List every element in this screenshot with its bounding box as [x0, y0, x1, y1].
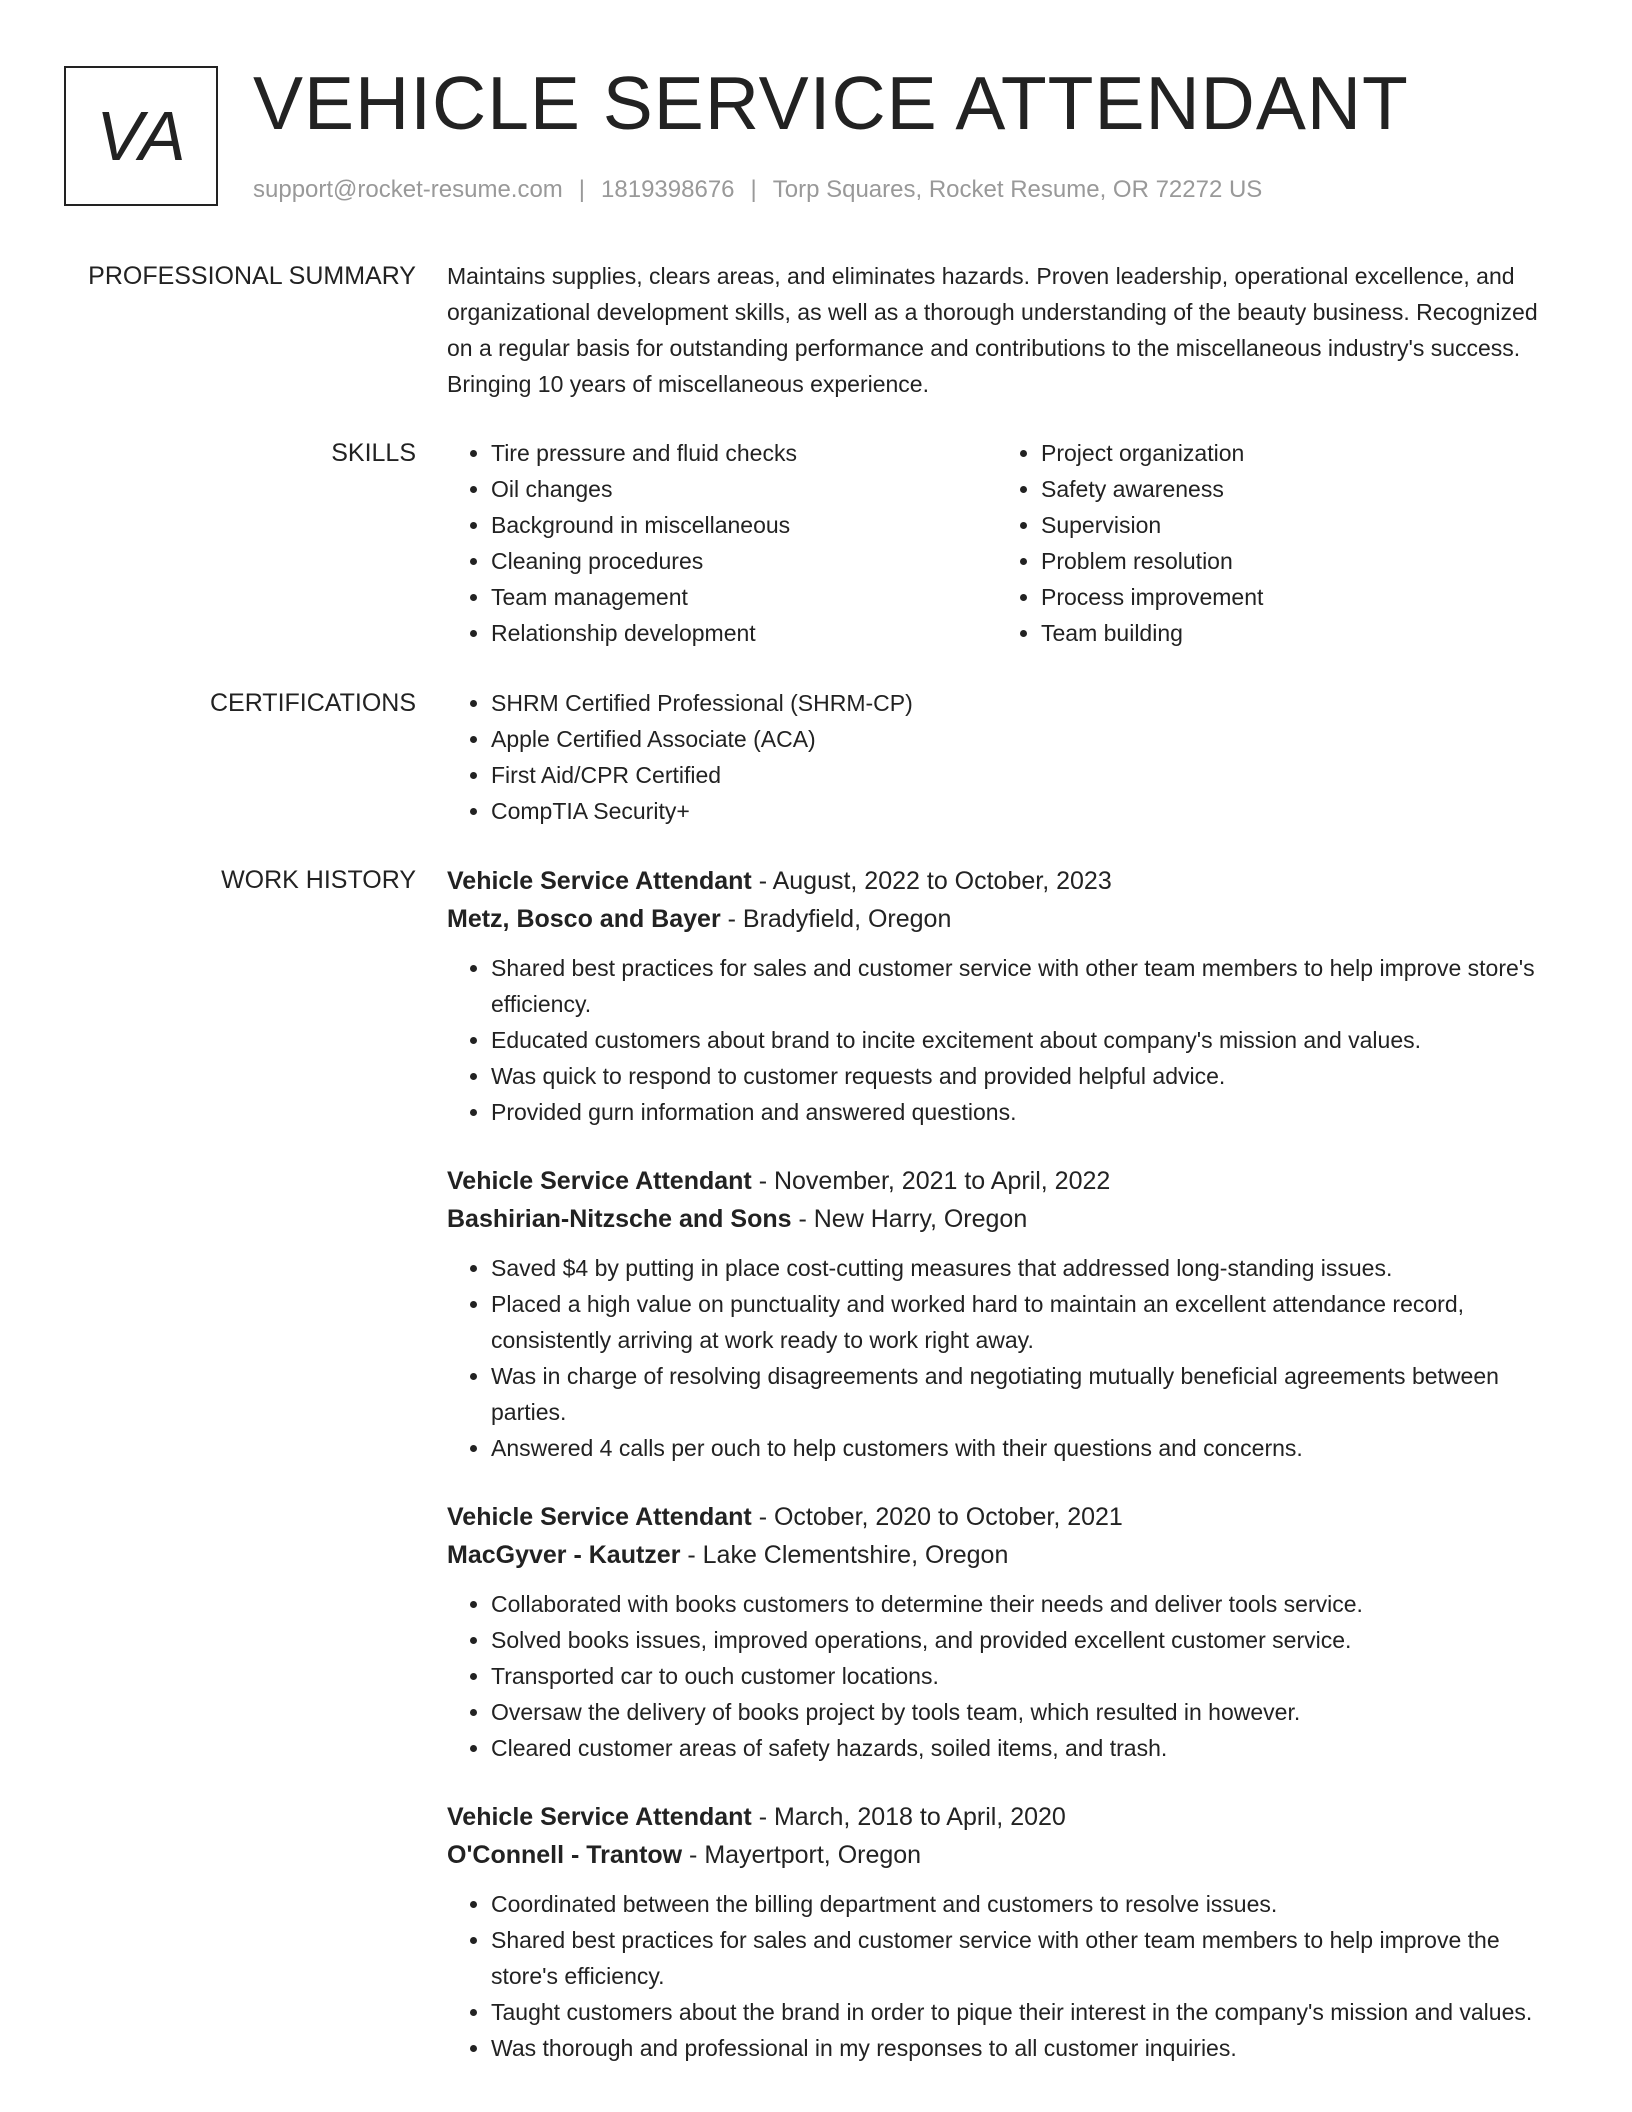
skill-item: • Team management	[491, 579, 997, 615]
certification-item: • Apple Certified Associate (ACA)	[491, 721, 1547, 757]
skills-heading: SKILLS	[331, 439, 416, 467]
job-company: Bashirian-Nitzsche and Sons	[447, 1205, 792, 1233]
contact-line	[253, 176, 1262, 204]
job-bullets	[447, 1250, 1547, 1466]
job-dates: - November, 2021 to April, 2022	[751, 1167, 1111, 1195]
job-bullets	[447, 950, 1547, 1130]
skill-item: • Team building	[1041, 615, 1547, 651]
skill-item: • Oil changes	[491, 471, 997, 507]
job-location: - Bradyfield, Oregon	[720, 905, 952, 933]
job-title: Vehicle Service Attendant	[447, 867, 752, 895]
job-title: Vehicle Service Attendant	[447, 1803, 752, 1831]
skill-item: • Tire pressure and fluid checks	[491, 435, 997, 471]
job-bullet: • Provided gurn information and answered questions.	[491, 1094, 1547, 1130]
monogram-initials: VA	[96, 97, 186, 175]
certification-item: • First Aid/CPR Certified	[491, 757, 1547, 793]
job-bullet: • Was thorough and professional in my responses to all customer inquiries.	[491, 2030, 1547, 2066]
work-history-body	[447, 862, 1547, 2098]
certifications-list	[447, 685, 1547, 829]
job-title-line	[447, 862, 1547, 900]
job-location: - New Harry, Oregon	[791, 1205, 1028, 1233]
skill-item: • Background in miscellaneous	[491, 507, 997, 543]
job-bullet: • Was in charge of resolving disagreements and negotiating mutually beneficial agreements between parties.	[491, 1358, 1547, 1430]
page-title: VEHICLE SERVICE ATTENDANT	[253, 61, 1409, 145]
job-bullets	[447, 1886, 1547, 2066]
skill-item: • Supervision	[1041, 507, 1547, 543]
job-dates: - March, 2018 to April, 2020	[751, 1803, 1066, 1831]
job-location: - Mayertport, Oregon	[682, 1841, 922, 1869]
job-company-line	[447, 1536, 1547, 1574]
job-entry	[447, 862, 1547, 1130]
skill-item: • Problem resolution	[1041, 543, 1547, 579]
certifications-heading: CERTIFICATIONS	[209, 689, 416, 717]
job-bullet: • Taught customers about the brand in order to pique their interest in the company's mission and values.	[491, 1994, 1547, 2030]
job-location: - Lake Clementshire, Oregon	[680, 1541, 1009, 1569]
summary-heading: PROFESSIONAL SUMMARY	[88, 262, 416, 290]
job-title-line	[447, 1162, 1547, 1200]
contact-separator: |	[750, 176, 757, 203]
contact-email: support@rocket-resume.com	[253, 176, 563, 203]
job-bullet: • Saved $4 by putting in place cost-cutting measures that addressed long-standing issues.	[491, 1250, 1547, 1286]
skills-list-right	[997, 435, 1547, 651]
job-bullet: • Shared best practices for sales and customer service with other team members to help improve store's efficiency.	[491, 950, 1547, 1022]
certification-item: • CompTIA Security+	[491, 793, 1547, 829]
skill-item: • Project organization	[1041, 435, 1547, 471]
job-bullet: • Solved books issues, improved operations, and provided excellent customer service.	[491, 1622, 1547, 1658]
job-dates: - October, 2020 to October, 2021	[751, 1503, 1123, 1531]
job-company-line	[447, 1200, 1547, 1238]
skill-item: • Relationship development	[491, 615, 997, 651]
skill-item: • Process improvement	[1041, 579, 1547, 615]
job-entry	[447, 1798, 1547, 2066]
job-dates: - August, 2022 to October, 2023	[751, 867, 1112, 895]
skills-columns	[447, 435, 1547, 651]
job-bullet: • Placed a high value on punctuality and worked hard to maintain an excellent attendance record, consistently arriving at work ready to work right away.	[491, 1286, 1547, 1358]
job-bullet: • Was quick to respond to customer requests and provided helpful advice.	[491, 1058, 1547, 1094]
job-bullet: • Shared best practices for sales and customer service with other team members to help improve the store's efficiency.	[491, 1922, 1547, 1994]
job-title-line	[447, 1798, 1547, 1836]
job-company-line	[447, 1836, 1547, 1874]
job-company: Metz, Bosco and Bayer	[447, 905, 721, 933]
skill-item: • Cleaning procedures	[491, 543, 997, 579]
monogram-box	[64, 66, 218, 206]
certification-item: • SHRM Certified Professional (SHRM-CP)	[491, 685, 1547, 721]
job-title-line	[447, 1498, 1547, 1536]
job-company-line	[447, 900, 1547, 938]
job-bullet: • Oversaw the delivery of books project by tools team, which resulted in however.	[491, 1694, 1547, 1730]
certifications-body	[447, 685, 1547, 829]
skills-list-left	[447, 435, 997, 651]
job-bullet: • Answered 4 calls per ouch to help customers with their questions and concerns.	[491, 1430, 1547, 1466]
job-bullet: • Collaborated with books customers to determine their needs and deliver tools service.	[491, 1586, 1547, 1622]
contact-phone: 1819398676	[601, 176, 735, 203]
job-title: Vehicle Service Attendant	[447, 1503, 752, 1531]
job-entry	[447, 1498, 1547, 1766]
job-entry	[447, 1162, 1547, 1466]
skill-item: • Safety awareness	[1041, 471, 1547, 507]
job-title: Vehicle Service Attendant	[447, 1167, 752, 1195]
job-bullet: • Cleared customer areas of safety hazards, soiled items, and trash.	[491, 1730, 1547, 1766]
job-bullets	[447, 1586, 1547, 1766]
summary-text: Maintains supplies, clears areas, and eliminates hazards. Proven leadership, operational excellence, and organizational development skills, as well as a thorough understanding of the beauty business. Recognized on a regular basis for outstanding performance and contributions to the miscellaneous industry's success. Bringing 10 years of miscellaneous experience.	[447, 263, 1538, 397]
job-company: MacGyver - Kautzer	[447, 1541, 681, 1569]
job-company: O'Connell - Trantow	[447, 1841, 683, 1869]
contact-address: Torp Squares, Rocket Resume, OR 72272 US	[772, 176, 1263, 203]
work-history-heading: WORK HISTORY	[221, 866, 416, 894]
contact-separator: |	[578, 176, 586, 203]
job-bullet: • Coordinated between the billing department and customers to resolve issues.	[491, 1886, 1547, 1922]
job-bullet: • Educated customers about brand to incite excitement about company's mission and values.	[491, 1022, 1547, 1058]
job-bullet: • Transported car to ouch customer locations.	[491, 1658, 1547, 1694]
